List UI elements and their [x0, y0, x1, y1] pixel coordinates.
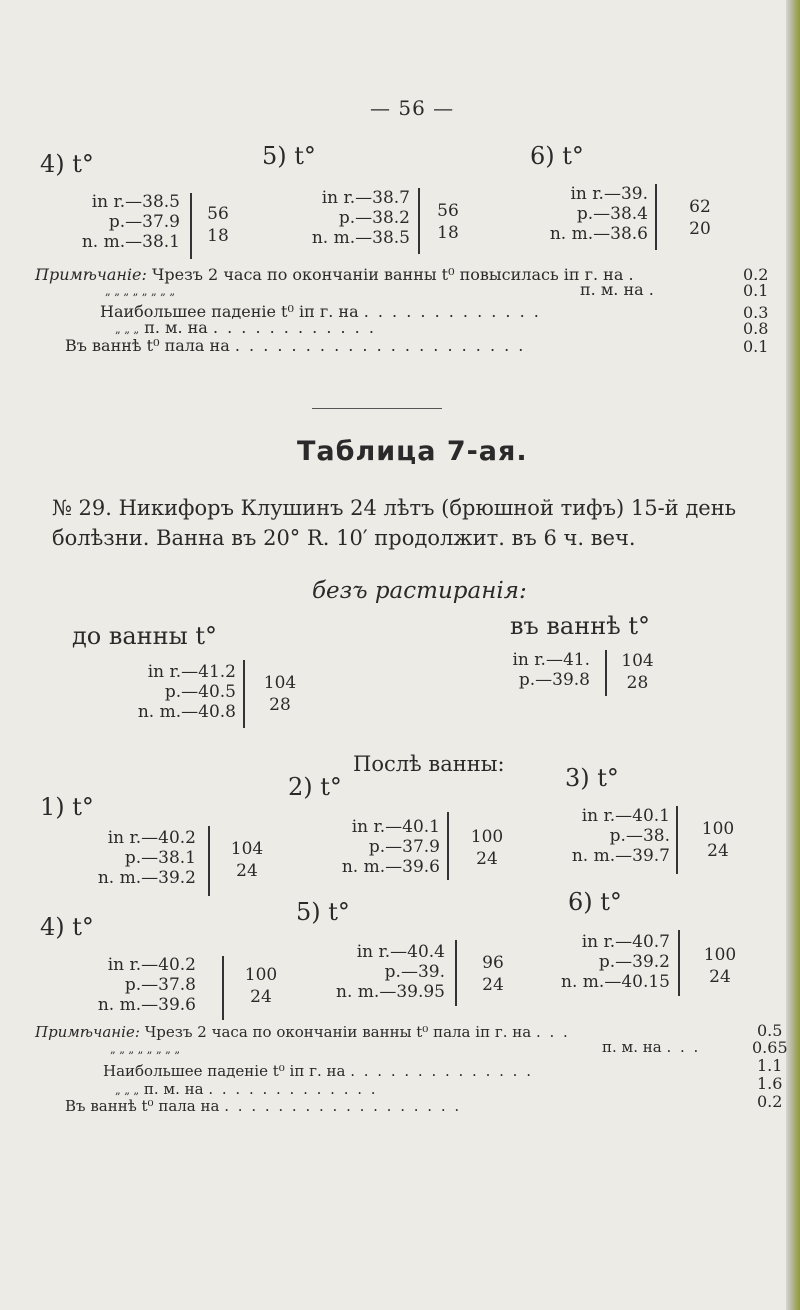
- patient-line-1: № 29. Никифоръ Клушинъ 24 лѣтъ (брюшной тифъ) 15-й день: [52, 496, 737, 520]
- oral-temp: p.—38.4: [576, 204, 648, 224]
- note-text: Наибольшее паденіе t⁰ іп г. на: [103, 1062, 346, 1080]
- axillary-temp: n. m.—39.6: [97, 995, 196, 1015]
- respiration: 28: [626, 673, 649, 693]
- rectal-temp: in r.—40.1: [581, 806, 670, 826]
- after-row-4-lines: [30, 955, 196, 1015]
- note-label: Примѣчаніе:: [35, 265, 147, 284]
- note-2-line-3: Наибольшее паденіе t⁰ іп г. на . . . . . . . . . . . . . .: [103, 1062, 533, 1080]
- respiration: 24: [476, 849, 498, 869]
- rectal-temp: in r.—40.2: [107, 828, 196, 848]
- note-text: п. м. на: [602, 1038, 662, 1056]
- ditto-marks: „ „ „: [115, 323, 140, 336]
- oral-temp: p.—37.9: [108, 212, 180, 232]
- top-row-5-nums: [428, 200, 468, 244]
- note-2-line-2b: п. м. на . . .: [602, 1038, 701, 1056]
- ditto-marks: „ „ „ „ „ „ „ „: [110, 1043, 181, 1056]
- note-2-line-4: „ „ „ п. м. на . . . . . . . . . . . . .: [115, 1080, 378, 1098]
- after-row-5-nums: [468, 952, 518, 996]
- pulse: 100: [703, 945, 737, 965]
- axillary-temp: n. m.—39.95: [336, 982, 445, 1002]
- in-bath-label: въ ваннѣ t°: [510, 612, 650, 640]
- note-text: Чрезъ 2 часа по окончаніи ванны t⁰ повысилась іп г. на: [151, 265, 624, 284]
- after-row-6-nums: [695, 944, 745, 988]
- respiration: 18: [437, 223, 459, 243]
- respiration: 24: [250, 987, 272, 1007]
- subtitle: безъ растиранія:: [312, 578, 527, 604]
- respiration: 24: [482, 975, 504, 995]
- note-2-line-5: Въ ваннѣ t⁰ пала на . . . . . . . . . . . . . . . . . .: [65, 1097, 462, 1115]
- ditto-marks: „ „ „: [115, 1084, 140, 1097]
- note-1-line-4: „ „ „ п. м. на . . . . . . . . . . . .: [115, 318, 376, 337]
- note-1-value-3: 0.3: [743, 303, 769, 322]
- after-row-6-label: 6) t°: [568, 888, 622, 916]
- respiration: 18: [207, 226, 229, 246]
- note-2-value-1: 0.5: [757, 1021, 783, 1040]
- oral-temp: p.—38.: [609, 826, 670, 846]
- top-row-4-nums: [198, 203, 238, 247]
- after-row-5-label: 5) t°: [296, 898, 350, 926]
- note-2-line-1: Примѣчаніе: Чрезъ 2 часа по окончаніи ванны t⁰ пала іп г. на . . .: [35, 1023, 570, 1041]
- oral-temp: p.—39.8: [518, 670, 590, 690]
- note-text: п. м. на: [144, 318, 208, 337]
- note-text: Въ ваннѣ t⁰ пала на: [65, 1097, 220, 1115]
- oral-temp: p.—40.5: [164, 682, 236, 702]
- rectal-temp: in r.—40.1: [351, 817, 440, 837]
- oral-temp: p.—38.1: [124, 848, 196, 868]
- note-text: Чрезъ 2 часа по окончаніи ванны t⁰ пала іп г. на: [144, 1023, 532, 1041]
- note-2-value-5: 0.2: [757, 1092, 783, 1111]
- top-row-6-nums: [680, 196, 720, 240]
- after-row-2-nums: [462, 826, 512, 870]
- note-1-value-1: 0.2: [743, 265, 769, 284]
- after-row-6-lines: [530, 932, 670, 992]
- page-edge: [786, 0, 800, 1310]
- note-2-value-3: 1.1: [757, 1056, 783, 1075]
- note-text: п. м. на: [580, 280, 644, 299]
- top-row-5-lines: [262, 188, 410, 248]
- top-row-4-lines: [30, 192, 180, 252]
- top-row-6: [530, 142, 584, 170]
- axillary-temp: n. m.—39.7: [571, 846, 670, 866]
- note-text: Въ ваннѣ t⁰ пала на: [65, 336, 230, 355]
- respiration: 28: [269, 695, 291, 715]
- pulse: 104: [263, 673, 297, 693]
- note-label: Примѣчаніе:: [35, 1023, 140, 1041]
- pulse: 104: [621, 651, 654, 671]
- note-1-line-1: Примѣчаніе: Чрезъ 2 часа по окончаніи ванны t⁰ повысилась іп г. на .: [35, 265, 636, 284]
- top-row-5: [262, 142, 316, 170]
- ditto-marks: „ „ „ „ „ „ „ „: [105, 285, 176, 298]
- axillary-temp: n. m.—38.6: [549, 224, 648, 244]
- after-row-2-lines: [280, 817, 440, 877]
- divider: [312, 408, 442, 409]
- pulse: 100: [701, 819, 735, 839]
- after-row-1-nums: [222, 838, 272, 882]
- axillary-temp: n. m.—38.1: [81, 232, 180, 252]
- rectal-temp: in r.—38.5: [91, 192, 180, 212]
- note-1-line-3: Наибольшее паденіе t⁰ іп г. на . . . . . . . . . . . . .: [100, 302, 541, 321]
- pulse: 56: [437, 201, 459, 221]
- respiration: 24: [707, 841, 729, 861]
- after-row-3-nums: [693, 818, 743, 862]
- note-2-value-2: 0.65: [752, 1038, 788, 1057]
- after-row-2-label: 2) t°: [288, 773, 342, 801]
- axillary-temp: n. m.—39.2: [97, 868, 196, 888]
- axillary-temp: n. m.—39.6: [341, 857, 440, 877]
- axillary-temp: n. m.—40.15: [561, 972, 670, 992]
- note-1-value-4: 0.8: [743, 319, 769, 338]
- top-row-4: [40, 150, 94, 178]
- note-text: Наибольшее паденіе t⁰ іп г. на: [100, 302, 359, 321]
- note-2-line-2: [110, 1043, 180, 1056]
- rectal-temp: in r.—39.: [570, 184, 648, 204]
- after-row-3-label: 3) t°: [565, 764, 619, 792]
- note-text: п. м. на: [143, 1080, 204, 1098]
- page-number: — 56 —: [370, 96, 455, 120]
- reading-label: 6) t°: [530, 142, 584, 170]
- table-title: Таблица 7-ая.: [297, 436, 528, 467]
- rectal-temp: in r.—40.4: [356, 942, 445, 962]
- pulse: 104: [230, 839, 264, 859]
- after-row-3-lines: [530, 806, 670, 866]
- in-bath-lines: [450, 650, 590, 690]
- note-1-value-5: 0.1: [743, 337, 769, 356]
- after-row-4-nums: [236, 964, 286, 1008]
- pulse: 100: [244, 965, 278, 985]
- note-1-line-2: [105, 285, 175, 298]
- rectal-temp: in r.—38.7: [321, 188, 410, 208]
- axillary-temp: n. m.—40.8: [137, 702, 236, 722]
- rectal-temp: in r.—41.: [512, 650, 590, 670]
- respiration: 24: [236, 861, 258, 881]
- after-row-4-label: 4) t°: [40, 913, 94, 941]
- pulse: 100: [470, 827, 504, 847]
- oral-temp: p.—38.2: [338, 208, 410, 228]
- note-1-line-2b: п. м. на .: [580, 280, 656, 299]
- rectal-temp: in r.—40.2: [107, 955, 196, 975]
- patient-line-2: болѣзни. Ванна въ 20° R. 10′ продолжит. въ 6 ч. веч.: [52, 526, 636, 550]
- note-1-value-2: 0.1: [743, 281, 769, 300]
- pulse: 62: [689, 197, 711, 217]
- respiration: 20: [689, 219, 711, 239]
- rectal-temp: in r.—40.7: [581, 932, 670, 952]
- oral-temp: p.—37.8: [124, 975, 196, 995]
- oral-temp: p.—39.2: [598, 952, 670, 972]
- after-bath-label: Послѣ ванны:: [353, 752, 505, 776]
- note-2-value-4: 1.6: [757, 1074, 783, 1093]
- oral-temp: p.—37.9: [368, 837, 440, 857]
- reading-label: 4) t°: [40, 150, 94, 178]
- pulse: 56: [207, 204, 229, 224]
- top-row-6-lines: [510, 184, 648, 244]
- in-bath-nums: [610, 650, 665, 694]
- axillary-temp: n. m.—38.5: [311, 228, 410, 248]
- reading-label: 5) t°: [262, 142, 316, 170]
- respiration: 24: [709, 967, 731, 987]
- before-bath-nums: [255, 672, 305, 716]
- note-1-line-5: Въ ваннѣ t⁰ пала на . . . . . . . . . . . . . . . . . . . . .: [65, 336, 526, 355]
- after-row-5-lines: [295, 942, 445, 1002]
- oral-temp: p.—39.: [384, 962, 445, 982]
- before-bath-label: до ванны t°: [72, 622, 218, 650]
- after-row-1-label: 1) t°: [40, 793, 94, 821]
- rectal-temp: in r.—41.2: [147, 662, 236, 682]
- before-bath-lines: [60, 662, 236, 722]
- pulse: 96: [482, 953, 504, 973]
- after-row-1-lines: [30, 828, 196, 888]
